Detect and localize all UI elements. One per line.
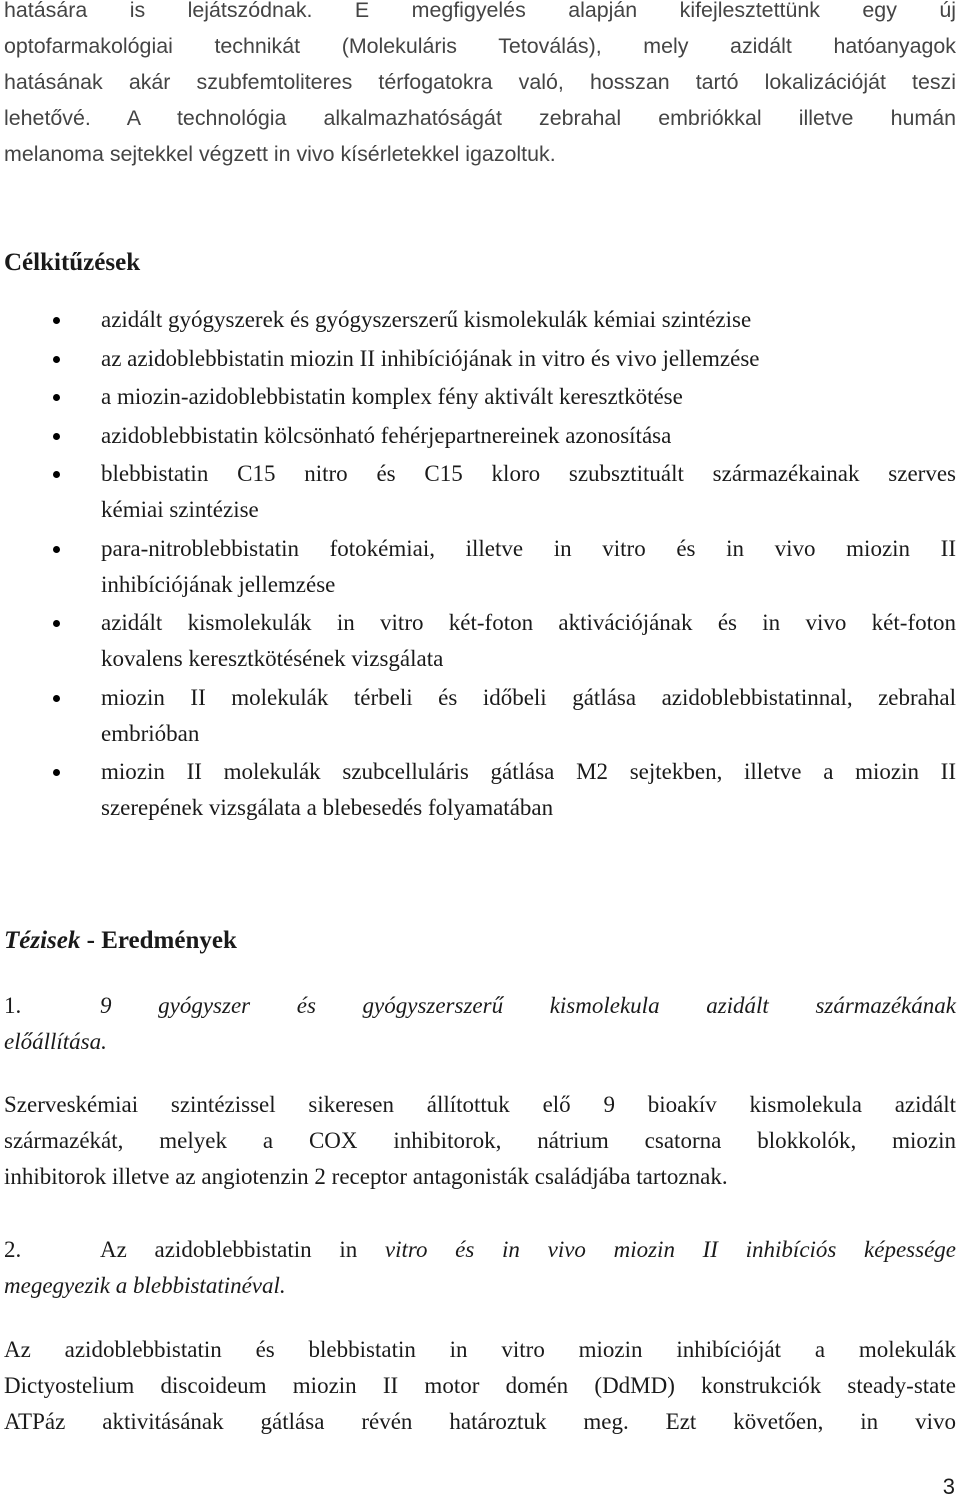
paragraph-line: inhibitorok illetve az angiotenzin 2 receptor antagonisták családjába tartoznak. <box>4 1164 728 1189</box>
list-item <box>0 456 956 528</box>
paragraph-line: Az azidoblebbistatin és blebbistatin in vitro miozin inhibícióját a molekulák <box>4 1337 956 1362</box>
list-item <box>0 531 956 603</box>
list-item-text-cont: szerepének vizsgálata a blebesedés folyamatában <box>101 795 554 820</box>
thesis-2 <box>4 1232 956 1304</box>
thesis-1-line <box>4 988 956 1024</box>
list-item-text: miozin II molekulák térbeli és időbeli gátlása azidoblebbistatinnal, zebrahal <box>101 684 956 710</box>
theses-heading <box>4 923 237 959</box>
paragraph-line: Dictyostelium discoideum miozin II motor domén (DdMD) konstrukciók steady-state <box>4 1373 956 1398</box>
intro-paragraph <box>4 0 956 172</box>
list-item-text-cont: embrióban <box>101 720 200 746</box>
list-item-text-cont: inhibíciójának jellemzése <box>101 571 336 597</box>
intro-line: optofarmakológiai technikát (Molekuláris Tetoválás), mely azidált hatóanyagok <box>4 34 956 58</box>
list-item-text-cont: kovalens keresztkötésének vizsgálata <box>101 646 444 671</box>
list-item-text: az azidoblebbistatin miozin II inhibíciójának in vitro és vivo jellemzése <box>101 345 760 371</box>
list-item-text: miozin II molekulák szubcelluláris gátlása M2 sejtekben, illetve a miozin II <box>101 759 956 784</box>
thesis-1-text-cont: előállítása. <box>4 1029 107 1054</box>
theses-heading-rest: - Eredmények <box>80 927 237 954</box>
paragraph-line: származékát, melyek a COX inhibitorok, nátrium csatorna blokkolók, miozin <box>4 1128 956 1153</box>
list-item-text: blebbistatin C15 nitro és C15 kloro szubsztituált származékainak szerves <box>101 461 956 486</box>
list-item-text: azidált gyógyszerek és gyógyszerszerű kismolekulák kémiai szintézise <box>101 307 752 332</box>
bullet-icon <box>53 317 60 324</box>
thesis-2-text-italic: vitro és in vivo miozin II inhibíciós képessége <box>384 1237 956 1262</box>
thesis-2-line <box>4 1232 956 1268</box>
list-item-text: para-nitroblebbistatin fotokémiai, illetve in vitro és in vivo miozin II <box>101 535 956 561</box>
thesis-2-text-cont: megegyezik a blebbistatinéval. <box>4 1273 286 1298</box>
bullet-icon <box>53 695 60 702</box>
results-paragraph-1 <box>4 1087 956 1195</box>
intro-line: hatására is lejátszódnak. E megfigyelés alapján kifejlesztettünk egy új <box>4 0 956 22</box>
thesis-number: 2. <box>4 1237 22 1262</box>
intro-line: melanoma sejtekkel végzett in vivo kísérletekkel igazoltuk. <box>4 142 556 166</box>
intro-line: lehetővé. A technológia alkalmazhatóságát zebrahal embriókkal illetve humán <box>4 106 956 130</box>
paragraph-line: ATPáz aktivitásának gátlása révén határoztuk meg. Ezt követően, in vivo <box>4 1409 956 1434</box>
thesis-1 <box>4 988 956 1060</box>
bullet-icon <box>53 546 60 553</box>
list-item <box>0 302 956 338</box>
bullet-icon <box>53 433 60 440</box>
thesis-2-text: Az azidoblebbistatin in <box>100 1237 385 1262</box>
page-number: 3 <box>942 1474 955 1499</box>
theses-heading-italic: Tézisek <box>4 927 81 954</box>
list-item <box>0 418 956 454</box>
bullet-icon <box>53 356 60 363</box>
intro-line: hatásának akár szubfemtoliteres térfogatokra való, hosszan tartó lokalizációját teszi <box>4 70 956 94</box>
list-item-text: a miozin-azidoblebbistatin komplex fény aktivált keresztkötése <box>101 384 683 409</box>
goals-list <box>0 302 956 829</box>
list-item-text: azidált kismolekulák in vitro két-foton aktivációjának és in vivo két-foton <box>101 610 956 635</box>
goals-heading: Célkitűzések <box>4 249 141 276</box>
bullet-icon <box>53 620 60 627</box>
paragraph-line: Szerveskémiai szintézissel sikeresen állítottuk elő 9 bioakív kismolekula azidált <box>4 1092 956 1117</box>
list-item-text: azidoblebbistatin kölcsönható fehérjepartnereinek azonosítása <box>101 422 672 448</box>
bullet-icon <box>53 394 60 401</box>
thesis-number: 1. <box>4 993 22 1018</box>
list-item <box>0 680 956 752</box>
list-item-text-cont: kémiai szintézise <box>101 497 259 522</box>
list-item <box>0 605 956 677</box>
list-item <box>0 379 956 415</box>
list-item <box>0 341 956 377</box>
bullet-icon <box>53 769 60 776</box>
thesis-1-text: 9 gyógyszer és gyógyszerszerű kismolekula azidált származékának <box>100 993 956 1018</box>
results-paragraph-2 <box>4 1332 956 1440</box>
bullet-icon <box>53 471 60 478</box>
list-item <box>0 754 956 826</box>
